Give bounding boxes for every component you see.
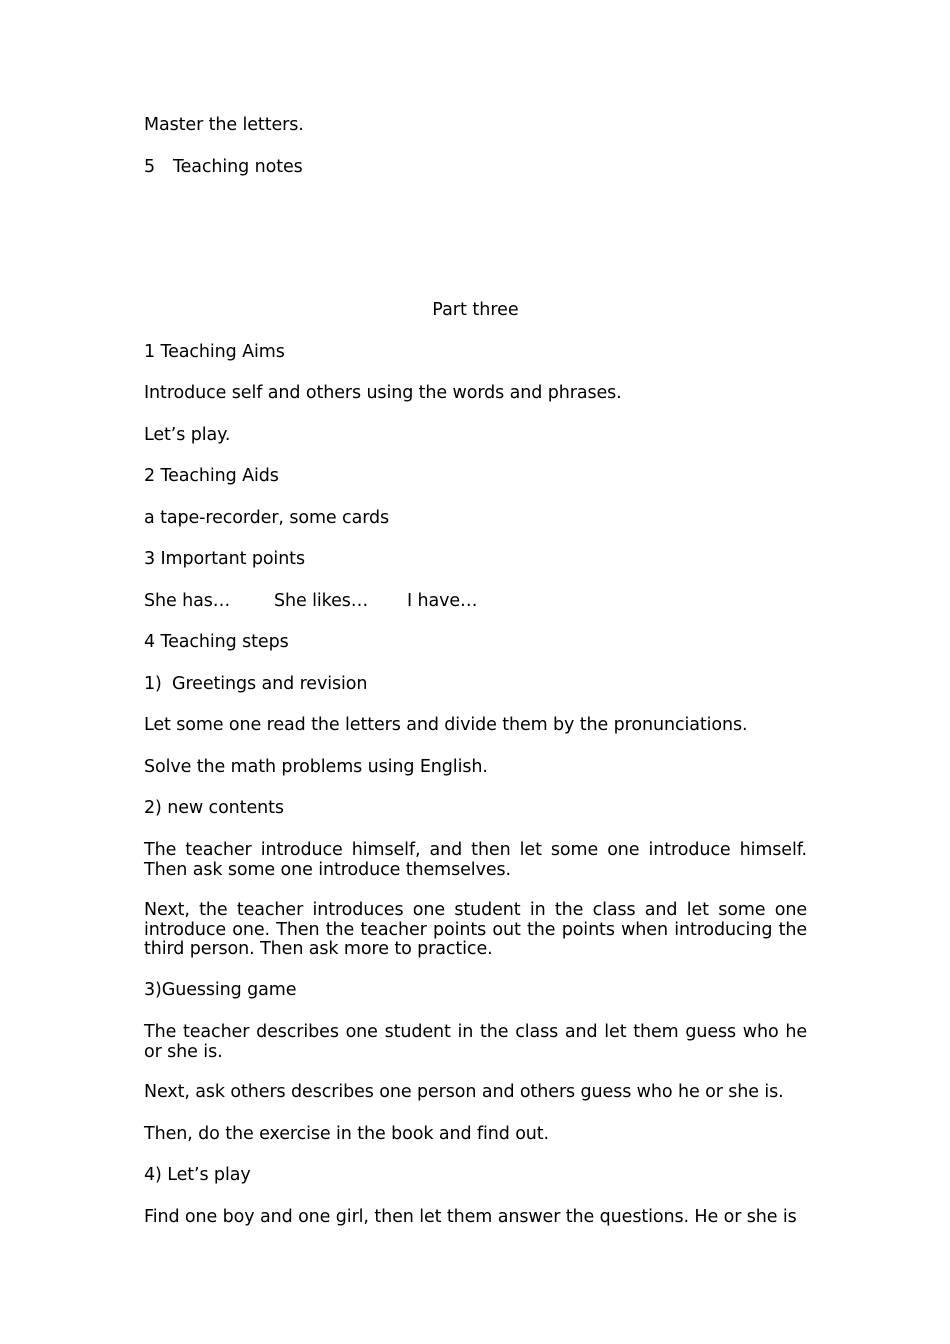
step1-line-2: Solve the math problems using English. [144, 757, 488, 777]
step3-paragraph-1: The teacher describes one student in the class and let them guess who he or she is. [144, 1022, 807, 1062]
aids-heading: 2 Teaching Aids [144, 466, 279, 486]
step3-heading: 3)Guessing game [144, 980, 297, 1000]
step1-line-1: Let some one read the letters and divide them by the pronunciations. [144, 715, 748, 735]
point-item: She has… [144, 591, 231, 611]
aims-heading: 1 Teaching Aims [144, 342, 285, 362]
steps-heading: 4 Teaching steps [144, 632, 289, 652]
step2-heading: 2) new contents [144, 798, 284, 818]
step4-line-1: Find one boy and one girl, then let them answer the questions. He or she is [144, 1207, 797, 1227]
step1-label: Greetings and revision [172, 674, 368, 694]
step2-paragraph-2: Next, the teacher introduces one student in the class and let some one introduce one. Then the teacher points out the points when introducing the third person. Then ask more to practice. [144, 900, 807, 959]
step1-heading [144, 675, 807, 694]
teaching-notes-heading [144, 158, 807, 177]
points-heading: 3 Important points [144, 549, 305, 569]
step1-number: 1) [144, 674, 162, 694]
step3-line-3: Then, do the exercise in the book and find out. [144, 1124, 550, 1144]
point-item: I have… [407, 591, 478, 611]
aims-line-2: Let’s play. [144, 425, 231, 445]
aims-line-1: Introduce self and others using the words and phrases. [144, 383, 622, 403]
notes-number: 5 [144, 157, 156, 177]
intro-line: Master the letters. [144, 115, 304, 135]
point-item: She likes… [274, 591, 369, 611]
part-title: Part three [432, 300, 519, 320]
points-row [144, 592, 807, 611]
step3-line-2: Next, ask others describes one person and others guess who he or she is. [144, 1082, 784, 1102]
step2-paragraph-1: The teacher introduce himself, and then let some one introduce himself. Then ask some one introduce themselves. [144, 840, 807, 880]
notes-label: Teaching notes [173, 157, 303, 177]
step4-heading: 4) Let’s play [144, 1165, 251, 1185]
aids-text: a tape-recorder, some cards [144, 508, 390, 528]
